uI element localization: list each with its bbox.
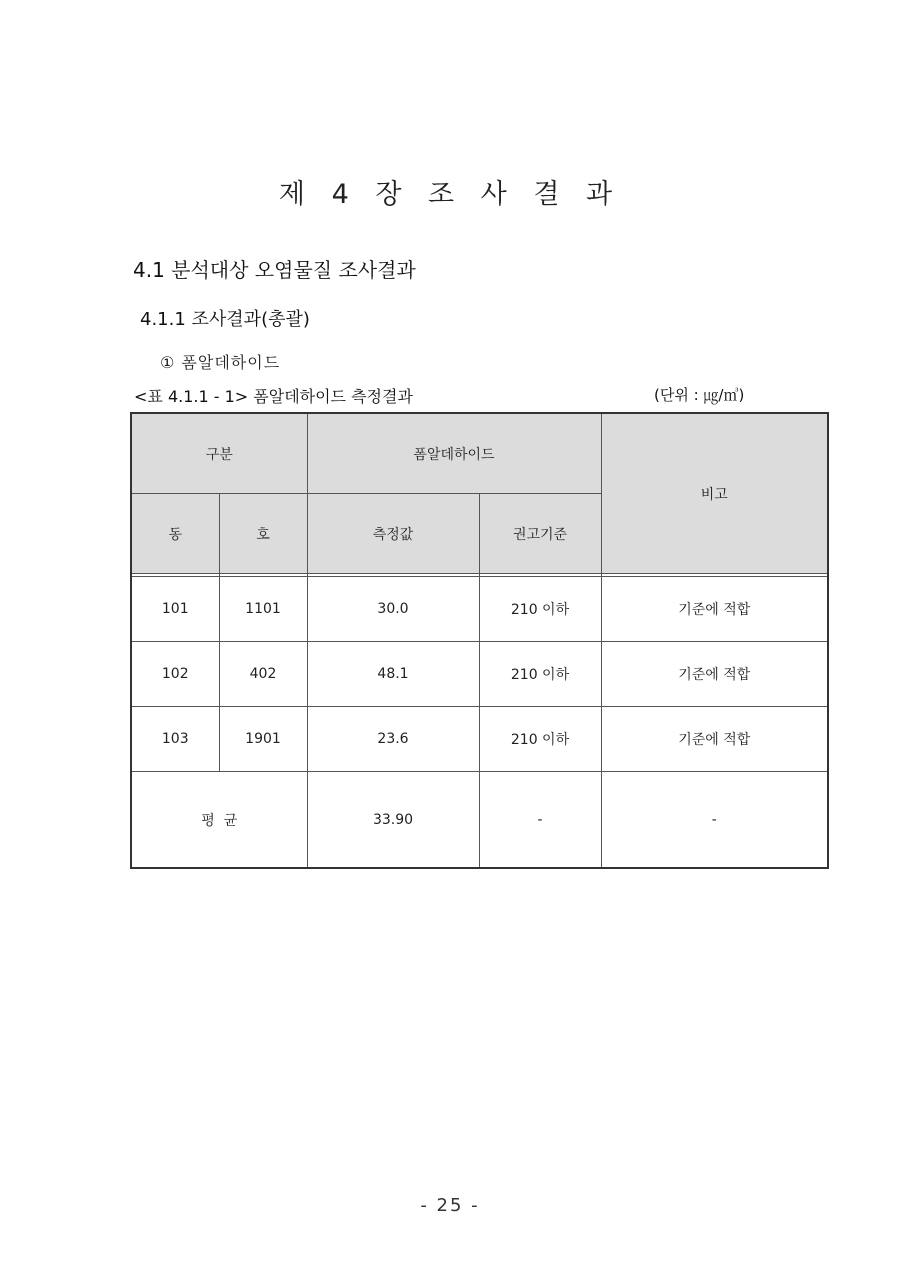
cell-measured: 30.0 bbox=[307, 577, 479, 642]
average-row bbox=[131, 772, 828, 869]
average-measured: 33.90 bbox=[307, 772, 479, 869]
item-label: ① 폼알데하이드 bbox=[160, 353, 281, 372]
header-unit-no: 호 bbox=[219, 494, 307, 574]
cell-remark: 기준에 적합 bbox=[601, 577, 828, 642]
chapter-title: 제 4 장 조 사 결 과 bbox=[278, 179, 622, 210]
header-category: 구분 bbox=[131, 413, 307, 494]
page-number: - 25 - bbox=[420, 1195, 480, 1216]
cell-unit-no: 402 bbox=[219, 642, 307, 707]
table-row bbox=[131, 642, 828, 707]
table-row bbox=[131, 577, 828, 642]
cell-building: 103 bbox=[131, 707, 219, 772]
cell-guideline: 210 이하 bbox=[479, 707, 601, 772]
average-label: 평 균 bbox=[131, 772, 307, 869]
cell-measured: 48.1 bbox=[307, 642, 479, 707]
header-building: 동 bbox=[131, 494, 219, 574]
cell-unit-no: 1901 bbox=[219, 707, 307, 772]
table-row bbox=[131, 707, 828, 772]
header-substance: 폼알데하이드 bbox=[307, 413, 601, 494]
average-remark: - bbox=[601, 772, 828, 869]
cell-guideline: 210 이하 bbox=[479, 642, 601, 707]
table-unit: (단위 : ㎍/㎥) bbox=[654, 386, 745, 404]
cell-remark: 기준에 적합 bbox=[601, 642, 828, 707]
subsection-heading: 4.1.1 조사결과(총괄) bbox=[140, 309, 310, 330]
average-guideline: - bbox=[479, 772, 601, 869]
cell-unit-no: 1101 bbox=[219, 577, 307, 642]
table-caption: <표 4.1.1 - 1> 폼알데하이드 측정결과 bbox=[134, 387, 413, 406]
header-measured: 측정값 bbox=[307, 494, 479, 574]
results-table bbox=[130, 412, 829, 869]
cell-guideline: 210 이하 bbox=[479, 577, 601, 642]
header-remark: 비고 bbox=[601, 413, 828, 574]
cell-measured: 23.6 bbox=[307, 707, 479, 772]
section-heading: 4.1 분석대상 오염물질 조사결과 bbox=[133, 258, 416, 282]
table-header-row bbox=[131, 413, 828, 494]
header-guideline: 권고기준 bbox=[479, 494, 601, 574]
cell-building: 101 bbox=[131, 577, 219, 642]
cell-remark: 기준에 적합 bbox=[601, 707, 828, 772]
cell-building: 102 bbox=[131, 642, 219, 707]
